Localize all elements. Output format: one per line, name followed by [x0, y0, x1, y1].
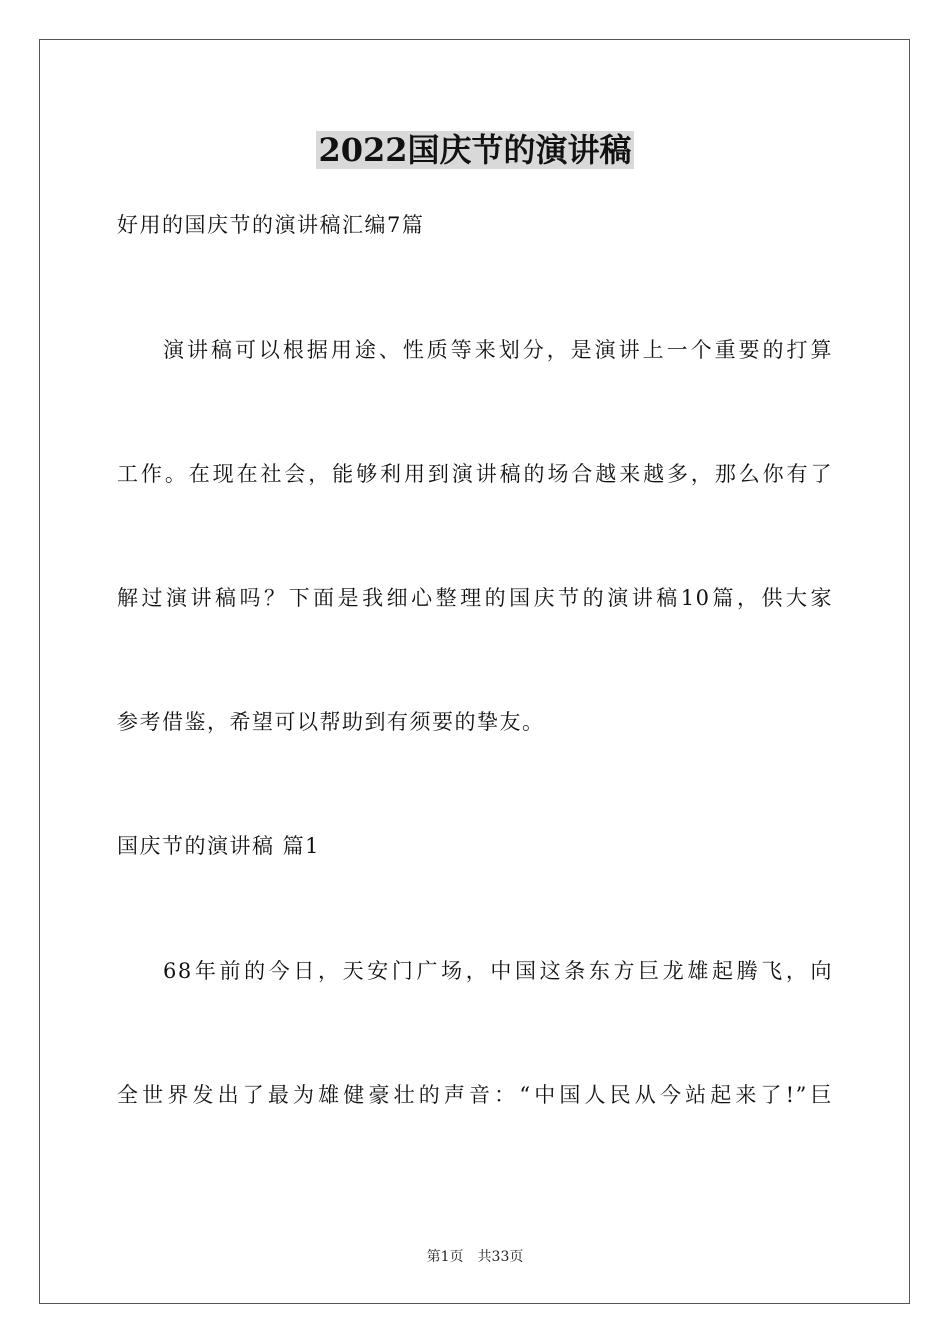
page-number: 第1页: [426, 1249, 464, 1265]
intro-line-4: 参考借鉴，希望可以帮助到有须要的挚友。: [117, 710, 545, 734]
document-title-text: 2022国庆节的演讲稿: [318, 131, 632, 169]
page-footer: [0, 1247, 950, 1267]
document-subtitle: 好用的国庆节的演讲稿汇编7篇: [117, 213, 425, 237]
section-line-2: 全世界发出了最为雄健豪壮的声音：“中国人民从今站起来了!”巨: [117, 1083, 833, 1107]
section-heading: 国庆节的演讲稿 篇1: [117, 834, 321, 858]
intro-line-2: 工作。在现在社会，能够利用到演讲稿的场合越来越多，那么你有了: [117, 462, 833, 486]
section-line-1: 68年前的今日，天安门广场，中国这条东方巨龙雄起腾飞，向: [163, 959, 833, 983]
document-title: [0, 128, 950, 172]
intro-line-1: 演讲稿可以根据用途、性质等来划分，是演讲上一个重要的打算: [163, 338, 833, 362]
intro-line-3: 解过演讲稿吗？下面是我细心整理的国庆节的演讲稿10篇，供大家: [117, 586, 833, 610]
page-total: 共33页: [477, 1249, 524, 1265]
